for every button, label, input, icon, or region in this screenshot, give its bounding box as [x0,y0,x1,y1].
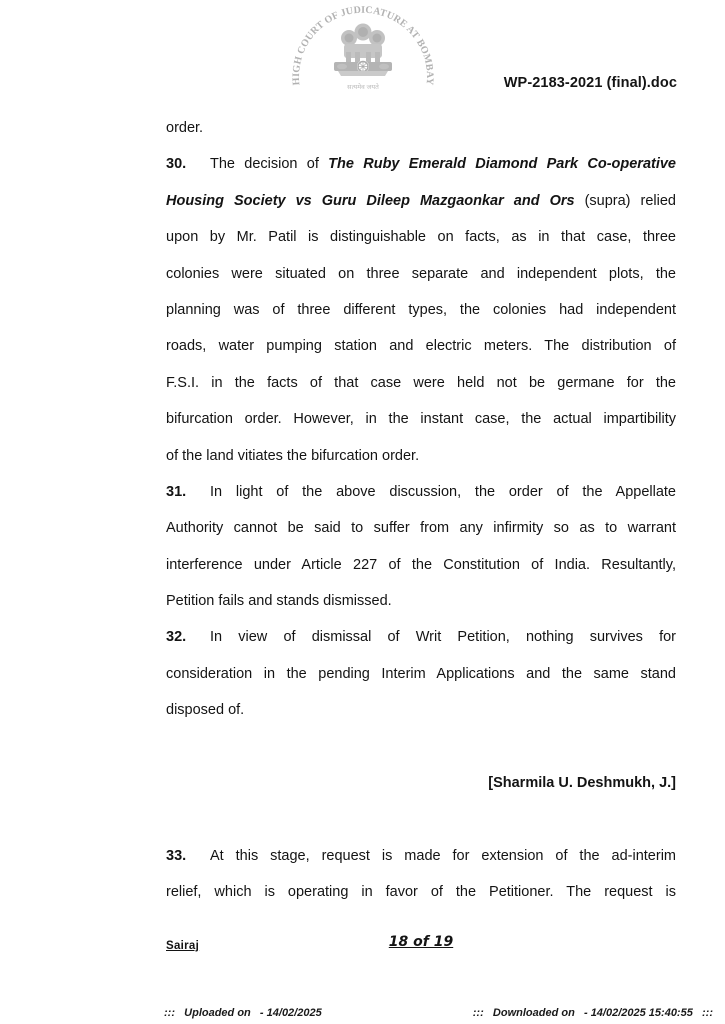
text-run: (supra) relied [574,192,676,209]
uploaded-stamp: ::: Uploaded on - 14/02/2025 [164,1007,322,1019]
paragraph-number: 33. [166,847,187,864]
text-line [166,656,676,692]
text-line [166,256,676,292]
signature-line [166,765,676,801]
para-33 [166,838,676,911]
text-line [166,583,676,619]
blank-line [166,729,676,765]
text-run: interference under Article 227 of the Constitution of India. Resultantly, [166,556,676,573]
text-run: The decision of [210,156,329,173]
stenographer-name: Sairaj [166,940,200,952]
text-line [166,401,676,437]
text-line [166,547,676,583]
text-line [166,219,676,255]
page-number: 18 of 19 [388,934,454,950]
text-run: consideration in the pending Interim Applications and the same stand [166,665,676,682]
text-line [166,292,676,328]
high-court-seal-watermark [288,0,438,112]
seal-motto-text: सत्यमेव जयते [347,84,379,91]
text-run: colonies were situated on three separate and independent plots, the [166,265,676,282]
text-run: In light of the above discussion, the order of the Appellate [210,483,676,500]
document-title: WP-2183-2021 (final).doc [503,75,677,91]
text-line [166,765,676,801]
paragraph-number: 31. [166,483,187,500]
text-run: upon by Mr. Patil is distinguishable on facts, as in that case, three [166,229,676,246]
text-run: relief, which is operating in favor of the Petitioner. The request is [166,884,676,901]
text-run: Authority cannot be said to suffer from any infirmity so as to warrant [166,520,676,537]
text-line [166,438,676,474]
text-line [166,328,676,364]
text-line [166,838,676,874]
text-run: F.S.I. in the facts of that case were held not be germane for the [166,374,676,391]
paragraph-number: 30. [166,156,187,173]
para-30 [166,146,676,474]
text-line [166,619,676,655]
text-line [166,874,676,910]
text-run: roads, water pumping station and electric meters. The distribution of [166,338,676,355]
blank-line [166,801,676,837]
text-run: bifurcation order. However, in the instant case, the actual impartibility [166,411,676,428]
ashoka-lion-capital-icon [334,24,392,77]
text-run: planning was of three different types, the colonies had independent [166,301,676,318]
text-line [166,110,676,146]
text-line [166,474,676,510]
text-line [166,365,676,401]
text-run: Petition fails and stands dismissed. [166,593,392,610]
downloaded-stamp: ::: Downloaded on - 14/02/2025 15:40:55 ::: [472,1007,713,1019]
text-line [166,510,676,546]
text-run: of the land vitiates the bifurcation order. [166,447,420,464]
seal-arc-text: HIGH COURT OF JUDICATURE AT BOMBAY [290,4,436,86]
text-run: disposed of. [166,702,245,719]
para-32 [166,619,676,728]
text-line [166,692,676,728]
judgment-body [166,110,676,911]
text-run: [Sharmila U. Deshmukh, J.] [488,775,676,792]
text-run: The Ruby Emerald Diamond Park Co-operative [328,156,676,173]
para-31 [166,474,676,620]
text-run: Housing Society vs Guru Dileep Mazgaonkar and Ors [166,192,575,209]
text-line [166,183,676,219]
para-order-fragment [166,110,676,146]
text-run: order. [166,120,204,136]
text-line [166,146,676,182]
text-run: At this stage, request is made for extension of the ad-interim [210,847,676,864]
text-run: In view of dismissal of Writ Petition, nothing survives for [210,629,676,646]
paragraph-number: 32. [166,629,187,646]
